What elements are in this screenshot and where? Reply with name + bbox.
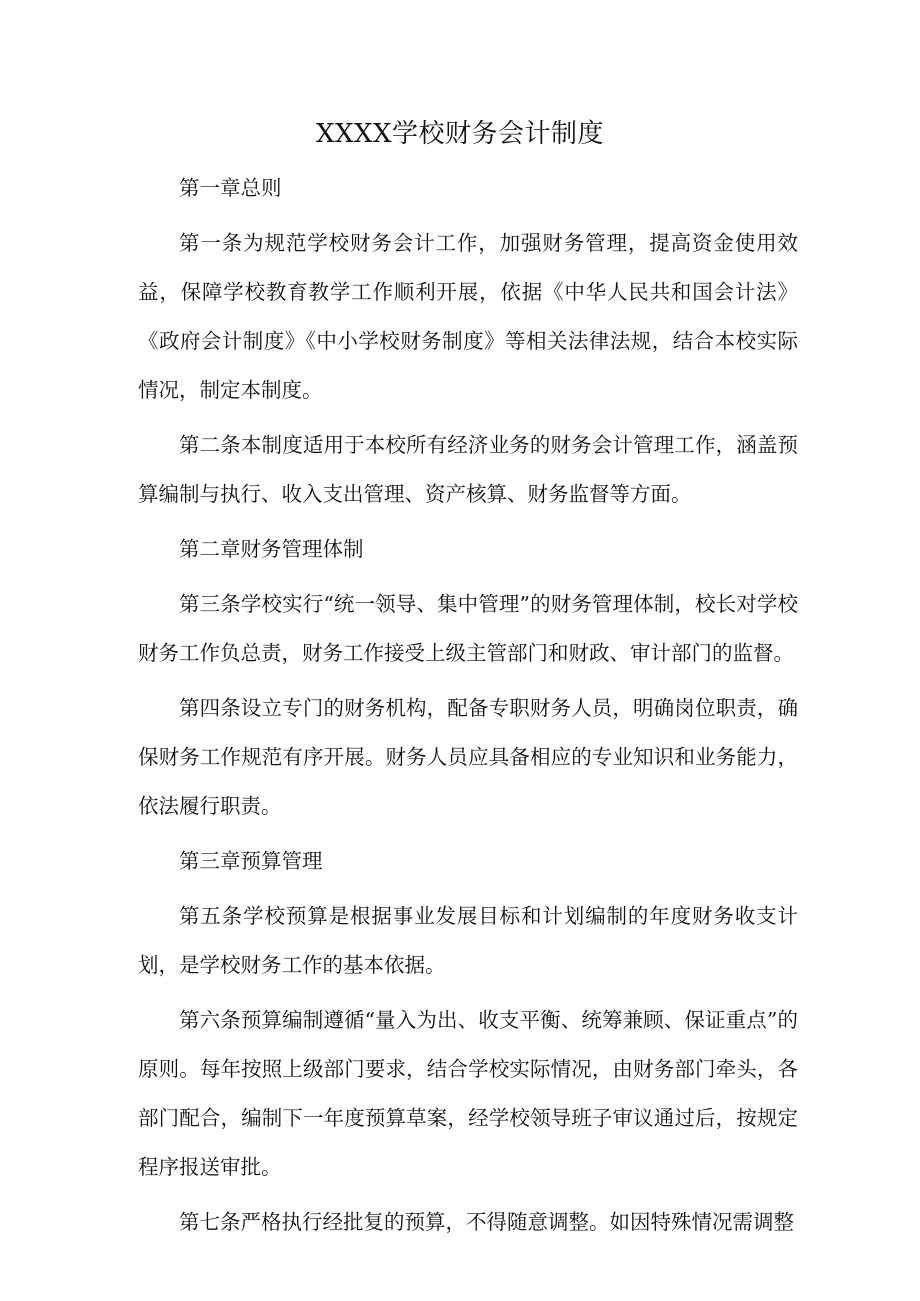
chapter-heading-2: 第二章财务管理体制 [179,537,364,561]
article-4: 第四条设立专门的财务机构，配备专职财务人员，明确岗位职责，确保财务工作规范有序开展。财务人员应具备相应的专业知识和业务能力，依法履行职责。 [138,696,798,818]
chapter-heading-1: 第一章总则 [179,176,282,200]
article-7: 第七条严格执行经批复的预算，不得随意调整。如因特殊情况需调整 [179,1210,794,1234]
document-body [138,164,798,1253]
article-3: 第三条学校实行“统一领导、集中管理”的财务管理体制，校长对学校财务工作负总责，财务工作接受上级主管部门和财政、审计部门的监督。 [138,592,798,665]
article-2: 第二条本制度适用于本校所有经济业务的财务会计管理工作，涵盖预算编制与执行、收入支出管理、资产核算、财务监督等方面。 [138,433,798,506]
article-5: 第五条学校预算是根据事业发展目标和计划编制的年度财务收支计划，是学校财务工作的基本依据。 [138,904,798,977]
article-6: 第六条预算编制遵循“量入为出、收支平衡、统筹兼顾、保证重点”的原则。每年按照上级部门要求，结合学校实际情况，由财务部门牵头，各部门配合，编制下一年度预算草案，经学校领导班子审议通过后，按规定程序报送审批。 [138,1008,798,1179]
document-title: XXXX学校财务会计制度 [315,119,605,149]
article-1: 第一条为规范学校财务会计工作，加强财务管理，提高资金使用效益，保障学校教育教学工作顺利开展，依据《中华人民共和国会计法》《政府会计制度》《中小学校财务制度》等相关法律法规，结合本校实际情况，制定本制度。 [138,231,798,402]
chapter-heading-3: 第三章预算管理 [179,849,323,873]
